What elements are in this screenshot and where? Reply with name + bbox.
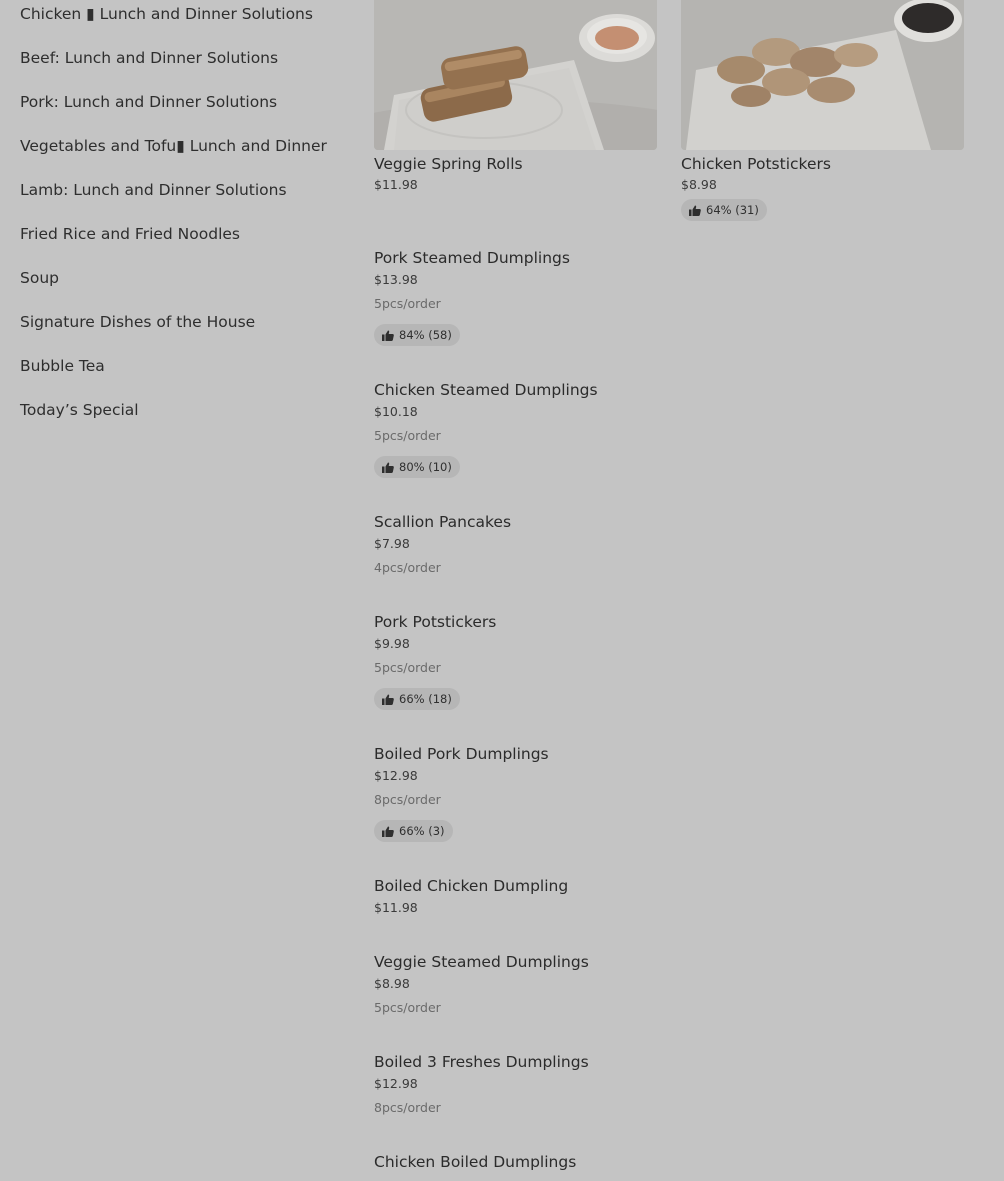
category-fried-rice-noodles[interactable]: Fried Rice and Fried Noodles bbox=[20, 225, 241, 243]
item-name: Boiled Pork Dumplings bbox=[374, 745, 549, 763]
chicken-potstickers-photo[interactable] bbox=[681, 0, 964, 150]
item-card[interactable] bbox=[681, 154, 831, 221]
rating-text: 66% (3) bbox=[399, 824, 445, 838]
item-card[interactable] bbox=[374, 154, 523, 193]
category-pork[interactable]: Pork: Lunch and Dinner Solutions bbox=[20, 93, 278, 111]
item-card[interactable] bbox=[374, 876, 568, 916]
item-price: $9.98 bbox=[374, 636, 410, 651]
category-signature-dishes[interactable]: Signature Dishes of the House bbox=[20, 313, 256, 331]
category-lamb[interactable]: Lamb: Lunch and Dinner Solutions bbox=[20, 181, 287, 199]
thumbs-up-icon bbox=[382, 462, 394, 473]
category-vegetables-tofu[interactable]: Vegetables and Tofu▮ Lunch and Dinner bbox=[20, 137, 327, 155]
category-todays-special[interactable]: Today’s Special bbox=[20, 401, 139, 419]
item-price: $8.98 bbox=[374, 976, 410, 991]
item-card[interactable] bbox=[374, 248, 570, 346]
item-description: 5pcs/order bbox=[374, 428, 441, 443]
item-price: $13.98 bbox=[374, 272, 418, 287]
rating-badge bbox=[374, 688, 460, 710]
item-name: Chicken Boiled Dumplings bbox=[374, 1153, 577, 1171]
item-card[interactable] bbox=[374, 744, 549, 842]
item-card[interactable] bbox=[374, 512, 511, 576]
item-name: Veggie Spring Rolls bbox=[374, 155, 523, 173]
rating-badge bbox=[681, 199, 767, 221]
rating-text: 64% (31) bbox=[706, 203, 759, 217]
rating-badge bbox=[374, 820, 453, 842]
item-price: $8.98 bbox=[681, 177, 717, 192]
rating-badge bbox=[374, 456, 460, 478]
item-name: Chicken Potstickers bbox=[681, 155, 831, 173]
item-description: 4pcs/order bbox=[374, 560, 441, 575]
item-name: Boiled 3 Freshes Dumplings bbox=[374, 1053, 589, 1071]
item-card[interactable] bbox=[374, 612, 496, 710]
item-price: $11.98 bbox=[374, 900, 418, 915]
item-card[interactable] bbox=[374, 1152, 576, 1172]
thumbs-up-icon bbox=[382, 694, 394, 705]
item-card[interactable] bbox=[374, 1052, 589, 1116]
veggie-spring-rolls-photo[interactable] bbox=[374, 0, 657, 150]
rating-badge bbox=[374, 324, 460, 346]
category-chicken[interactable]: Chicken ▮ Lunch and Dinner Solutions bbox=[20, 5, 313, 23]
item-price: $12.98 bbox=[374, 1076, 418, 1091]
item-card[interactable] bbox=[374, 952, 589, 1016]
item-price: $12.98 bbox=[374, 768, 418, 783]
thumbs-up-icon bbox=[382, 330, 394, 341]
category-beef[interactable]: Beef: Lunch and Dinner Solutions bbox=[20, 49, 279, 67]
item-description: 5pcs/order bbox=[374, 296, 441, 311]
thumbs-up-icon bbox=[689, 205, 701, 216]
category-bubble-tea[interactable]: Bubble Tea bbox=[20, 357, 105, 375]
item-price: $7.98 bbox=[374, 536, 410, 551]
item-card[interactable] bbox=[374, 380, 598, 478]
item-price: $10.18 bbox=[374, 404, 418, 419]
item-name: Chicken Steamed Dumplings bbox=[374, 381, 598, 399]
item-name: Pork Potstickers bbox=[374, 613, 497, 631]
item-price: $11.98 bbox=[374, 177, 418, 192]
item-description: 5pcs/order bbox=[374, 1000, 441, 1015]
item-description: 8pcs/order bbox=[374, 792, 441, 807]
item-description: 8pcs/order bbox=[374, 1100, 441, 1115]
category-soup[interactable]: Soup bbox=[20, 269, 59, 287]
rating-text: 80% (10) bbox=[399, 460, 452, 474]
item-description: 5pcs/order bbox=[374, 660, 441, 675]
rating-text: 66% (18) bbox=[399, 692, 452, 706]
rating-text: 84% (58) bbox=[399, 328, 452, 342]
item-name: Scallion Pancakes bbox=[374, 513, 512, 531]
item-name: Pork Steamed Dumplings bbox=[374, 249, 570, 267]
item-name: Boiled Chicken Dumpling bbox=[374, 877, 569, 895]
item-name: Veggie Steamed Dumplings bbox=[374, 953, 589, 971]
thumbs-up-icon bbox=[382, 826, 394, 837]
